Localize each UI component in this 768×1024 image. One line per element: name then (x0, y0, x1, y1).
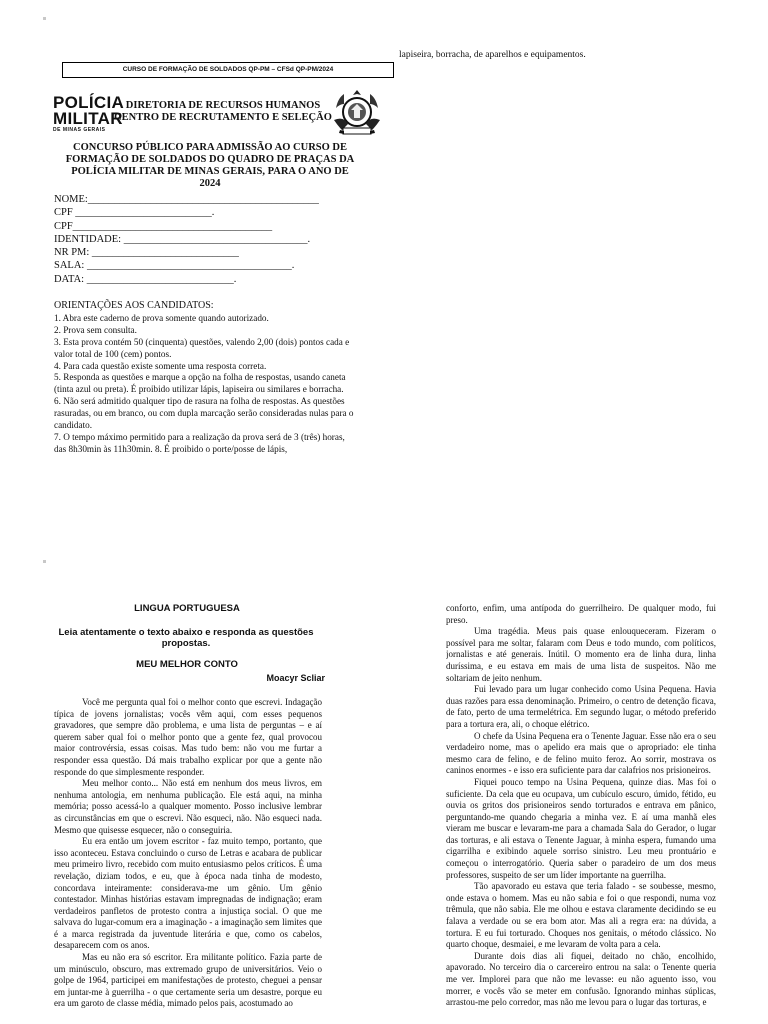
continuation-note: lapiseira, borracha, de aparelhos e equipamentos. (399, 50, 586, 60)
nr-pm-field: NR PM: ____________________________ (54, 247, 239, 259)
story-paragraph: Durante dois dias ali fiquei, deitado no chão, encolhido, apavorado. No terceiro dia o carcereiro entrou na sala: o Tenente queria me ver. Implorei para que não me levasse: eu não aguento isso, vou morrer, e vocês vão se meter em confusão. Ignorando minhas súplicas, arrastou-me pelo corredor, mas não me levou para o lugar das torturas, e (446, 950, 716, 1008)
story-author: Moacyr Scliar (266, 673, 325, 683)
reading-instruction (56, 627, 316, 649)
story-paragraph: conforto, enfim, uma antípoda do guerrilheiro. De qualquer modo, fui preso. (446, 603, 716, 625)
exam-title (60, 142, 360, 190)
instruction-item: 7. O tempo máximo permitido para a realização da prova será de 3 (três) horas, das 8h30min às 11h30min. 8. É proibido o porte/posse de lápis, (54, 431, 345, 454)
story-paragraph: Tão apavorado eu estava que teria falado - se soubesse, mesmo, onde estava o homem. Mas eu não sabia e foi o que respondi, numa voz trêmula, que não sabia. Ele me olhou e estava claramente decidindo se eu falava a verdade ou se era bom ator. Mas ali a regra era: na dúvida, a tortura. E eu fui torturado. Choques nos genitais, o método clássico. No quarto choque, desmaiei, e me levaram de volta para a cela. (446, 881, 716, 950)
story-paragraph: Fiquei pouco tempo na Usina Pequena, quinze dias. Mas foi o suficiente. Da cela que eu ocupava, um cubículo escuro, úmido, fétido, eu ouvia os gritos dos prisioneiros sendo torturados e entrava em pânico, perguntando-me quando chegaria a minha vez. E aí uma manhã eles vieram me buscar e levaram-me para a chamada Sala do Gerador, o lugar das torturas, e ali estava o Tenente Jaguar, à minha espera, fumando uma cigarrilha e exibindo aquele sorriso sinistro. Leu meu prontuário e começou o interrogatório. Queria saber o paradeiro de um dos meus professores, suspeito de ser um líder importante na guerrilha. (446, 776, 716, 880)
reading-instruction-line-1: Leia atentamente o texto abaixo e responda as questões (58, 627, 314, 638)
story-paragraph: Uma tragédia. Meus pais quase enlouqueceram. Fizeram o possível para me soltar, falaram com Deus e todo mundo, com políticos, jornalistas e até generais. Inútil. O momento era de linha dura, linha duríssima, e eu estava em mais de uma lista de suspeitos. Não me soltariam de jeito nenhum. (446, 626, 716, 683)
instructions-title: ORIENTAÇÕES AOS CANDIDATOS: (54, 300, 214, 311)
page-marker (43, 560, 46, 563)
candidate-instructions (54, 300, 354, 456)
name-field: NOME:____________________________________________ (54, 194, 319, 205)
pmmg-coat-of-arms-icon (330, 86, 384, 140)
story-left-column (54, 697, 322, 1023)
instruction-item: 5. Responda as questões e marque a opção na folha de respostas, usando caneta (tinta azul ou preta). É proibido utilizar lápis, lapiseira ou similares e borracha. (54, 372, 346, 395)
reading-instruction-line-2: propostas. (161, 638, 211, 649)
identity-field: IDENTIDADE: ___________________________________. (54, 233, 311, 245)
story-title: MEU MELHOR CONTO (136, 659, 238, 670)
logo-line-2: MILITAR (53, 109, 123, 128)
cpf-field: CPF __________________________. (54, 207, 215, 219)
story-paragraph: Fui levado para um lugar conhecido como Usina Pequena. Havia duas razões para essa denominação. Primeiro, o centro de detenção ficava, de fato, perto de uma termelétrica. Em segundo lugar, o método preferido para a tortura era, ali, o choque elétrico. (446, 684, 716, 729)
story-paragraph: O chefe da Usina Pequena era o Tenente Jaguar. Esse não era o seu verdadeiro nome, mas o apelido era mais que o apropriado: ele tinha mesmo cara de felino, e de felino muito feroz. Ao sorrir, mostrava os caninos enormes - e isso era suficiente para dar calafrios nos prisioneiros. (446, 730, 716, 776)
exam-title-line-2: FORMAÇÃO DE SOLDADOS DO QUADRO DE PRAÇAS DA (65, 154, 355, 165)
story-paragraph: Mas eu não era só escritor. Era militante político. Fazia parte de um minúsculo, obscuro, mas extremado grupo de universitários. Veio o golpe de 1964, participei em manifestações de protesto, cheguei a pensar em juntar-me à guerrilha - o que certamente seria um desastre, porque eu era um garoto de classe média, mimado pelos pais, acostumado ao (54, 952, 322, 1009)
logo-line-1: POLÍCIA (53, 93, 125, 112)
room-field: SALA: _______________________________________. (54, 260, 295, 272)
instruction-item: 6. Não será admitido qualquer tipo de rasura na folha de respostas. As questões rasuradas, ou em branco, ou com dupla marcação serão consideradas nulas para o candidato. (54, 396, 354, 431)
candidate-fields (54, 193, 319, 286)
directorate-line-1: DIRETORIA DE RECURSOS HUMANOS (125, 100, 321, 111)
story-right-column (446, 603, 716, 1024)
cpf-field: CPF______________________________________ (54, 220, 273, 232)
page-marker (43, 17, 46, 20)
section-title: LINGUA PORTUGUESA (134, 603, 240, 614)
course-header-box: CURSO DE FORMAÇÃO DE SOLDADOS QP-PM – CFSd QP-PM/2024 (62, 62, 394, 78)
instruction-item: 3. Esta prova contém 50 (cinquenta) questões, valendo 2,00 (dois) pontos cada e valor total de 100 (cem) pontos. (54, 336, 350, 359)
story-paragraph: Eu era então um jovem escritor - faz muito tempo, portanto, que isso aconteceu. Estava concluindo o curso de Letras e acabara de publicar meu primeiro livro, recebido com muito entusiasmo pelos críticos. É uma revelação, diziam todos, e eu, que à época nada tinha de modesto, concordava inteiramente: considerava-me um gênio. Um gênio contestador. Minhas histórias estavam impregnadas de indignação; eram verdadeiros panfletos de protesto contra a injustiça social. O que me salvava do lugar-comum era a imaginação - a imaginação sem limites que é a marca registrada da juventude literária e que, como os cabelos, desaparecem com os anos. (54, 836, 322, 951)
directorate-line-2: CENTRO DE RECRUTAMENTO E SELEÇÃO (114, 112, 332, 123)
date-field: DATA: ____________________________. (54, 273, 237, 285)
instruction-item: 4. Para cada questão existe somente uma resposta correta. (54, 360, 267, 371)
directorate-heading (112, 100, 334, 124)
exam-title-line-1: CONCURSO PÚBLICO PARA ADMISSÃO AO CURSO DE (72, 142, 347, 153)
logo-line-3: DE MINAS GERAIS (53, 127, 106, 133)
story-paragraph: Você me pergunta qual foi o melhor conto que escrevi. Indagação típica de jovens jornalistas; vocês vêm aqui, com esses pequenos gravadores, que sempre dão problema, e uma lista de perguntas – e aí querem saber qual foi o melhor ponto que a gente fez, qual provocou maior controvérsia, essas coisas. Mas tudo bem: não vou me furtar a responder essa questão. Dá mais trabalho explicar por que a gente não responde do que simplesmente responder. (54, 697, 322, 777)
exam-title-line-3: POLÍCIA MILITAR DE MINAS GERAIS, PARA O ANO DE 2024 (71, 166, 349, 189)
instruction-item: 2. Prova sem consulta. (54, 324, 137, 335)
instruction-item: 1. Abra este caderno de prova somente quando autorizado. (54, 312, 269, 323)
story-paragraph: Meu melhor conto... Não está em nenhum dos meus livros, em nenhuma antologia, em nenhuma publicação. Ele está aqui, na minha memória; posso acessá-lo a qualquer momento. Posso inclusive lembrar as circunstâncias em que o escrevi. Não esqueci, não. Não esqueci nada. Mesmo que quisesse esquecer, não o conseguiria. (54, 778, 322, 835)
